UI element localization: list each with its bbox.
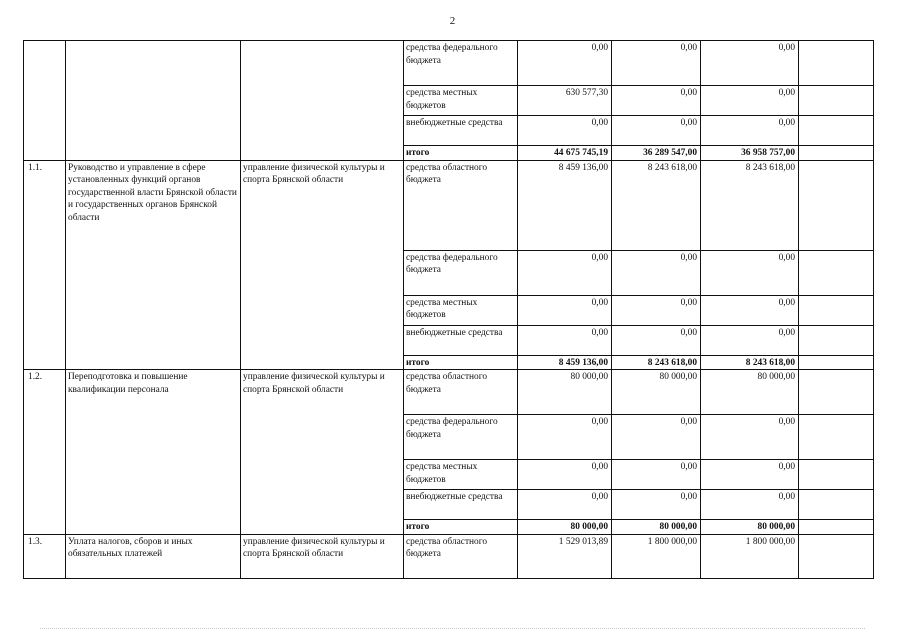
item-executor: управление физической культуры и спорта Брянской области — [241, 160, 404, 370]
amount-year-2: 0,00 — [612, 325, 701, 355]
amount-year-1: 0,00 — [518, 295, 612, 325]
funding-source: средства федерального бюджета — [404, 415, 518, 460]
item-index — [24, 41, 66, 161]
page-number: 2 — [449, 15, 456, 27]
funding-source: средства местных бюджетов — [404, 460, 518, 490]
item-index: 1.2. — [24, 370, 66, 535]
amount-year-2: 80 000,00 — [612, 370, 701, 415]
item-index: 1.3. — [24, 534, 66, 578]
funding-source: средства областного бюджета — [404, 370, 518, 415]
item-executor — [241, 41, 404, 161]
funding-source: средства областного бюджета — [404, 160, 518, 250]
funding-source: средства местных бюджетов — [404, 86, 518, 116]
amount-year-3: 8 243 618,00 — [701, 160, 799, 250]
funding-source: средства федерального бюджета — [404, 41, 518, 86]
total-label: итого — [404, 520, 518, 535]
amount-year-2: 80 000,00 — [612, 520, 701, 535]
table-row — [24, 370, 874, 415]
empty-cell — [799, 160, 874, 250]
empty-cell — [799, 370, 874, 415]
funding-source: средства областного бюджета — [404, 534, 518, 578]
amount-year-2: 8 243 618,00 — [612, 160, 701, 250]
item-index: 1.1. — [24, 160, 66, 370]
item-executor: управление физической культуры и спорта Брянской области — [241, 370, 404, 535]
amount-year-3: 1 800 000,00 — [701, 534, 799, 578]
item-name: Руководство и управление в сфере установленных функций органов государственной власти Брянской области и государственных органов Брянской области — [66, 160, 241, 370]
empty-cell — [799, 490, 874, 520]
amount-year-2: 0,00 — [612, 460, 701, 490]
amount-year-1: 80 000,00 — [518, 520, 612, 535]
empty-cell — [799, 295, 874, 325]
total-label: итого — [404, 355, 518, 370]
table-row — [24, 534, 874, 578]
table-row — [24, 41, 874, 86]
amount-year-1: 44 675 745,19 — [518, 146, 612, 161]
total-label: итого — [404, 146, 518, 161]
amount-year-3: 0,00 — [701, 490, 799, 520]
amount-year-3: 0,00 — [701, 41, 799, 86]
funding-source: средства местных бюджетов — [404, 295, 518, 325]
funding-source: внебюджетные средства — [404, 325, 518, 355]
empty-cell — [799, 355, 874, 370]
amount-year-3: 8 243 618,00 — [701, 355, 799, 370]
empty-cell — [799, 146, 874, 161]
empty-cell — [799, 460, 874, 490]
funding-source: внебюджетные средства — [404, 116, 518, 146]
amount-year-3: 0,00 — [701, 86, 799, 116]
empty-cell — [799, 325, 874, 355]
table-row — [24, 160, 874, 250]
budget-table — [23, 40, 874, 579]
amount-year-2: 0,00 — [612, 41, 701, 86]
amount-year-2: 0,00 — [612, 415, 701, 460]
empty-cell — [799, 41, 874, 86]
amount-year-1: 0,00 — [518, 490, 612, 520]
amount-year-3: 0,00 — [701, 325, 799, 355]
amount-year-3: 80 000,00 — [701, 370, 799, 415]
amount-year-2: 0,00 — [612, 86, 701, 116]
funding-source: внебюджетные средства — [404, 490, 518, 520]
amount-year-3: 36 958 757,00 — [701, 146, 799, 161]
item-executor: управление физической культуры и спорта Брянской области — [241, 534, 404, 578]
amount-year-1: 0,00 — [518, 41, 612, 86]
amount-year-3: 0,00 — [701, 295, 799, 325]
amount-year-2: 0,00 — [612, 116, 701, 146]
amount-year-1: 0,00 — [518, 415, 612, 460]
item-name: Уплата налогов, сборов и иных обязательных платежей — [66, 534, 241, 578]
amount-year-2: 36 289 547,00 — [612, 146, 701, 161]
amount-year-2: 0,00 — [612, 250, 701, 295]
empty-cell — [799, 116, 874, 146]
amount-year-2: 0,00 — [612, 295, 701, 325]
item-name: Переподготовка и повышение квалификации персонала — [66, 370, 241, 535]
amount-year-2: 8 243 618,00 — [612, 355, 701, 370]
amount-year-2: 1 800 000,00 — [612, 534, 701, 578]
amount-year-3: 0,00 — [701, 116, 799, 146]
amount-year-3: 0,00 — [701, 460, 799, 490]
amount-year-3: 0,00 — [701, 250, 799, 295]
scan-noise — [40, 628, 865, 630]
amount-year-1: 0,00 — [518, 116, 612, 146]
amount-year-1: 0,00 — [518, 325, 612, 355]
empty-cell — [799, 250, 874, 295]
item-name — [66, 41, 241, 161]
empty-cell — [799, 415, 874, 460]
amount-year-3: 80 000,00 — [701, 520, 799, 535]
empty-cell — [799, 534, 874, 578]
empty-cell — [799, 86, 874, 116]
amount-year-1: 630 577,30 — [518, 86, 612, 116]
amount-year-1: 80 000,00 — [518, 370, 612, 415]
amount-year-2: 0,00 — [612, 490, 701, 520]
amount-year-1: 1 529 013,89 — [518, 534, 612, 578]
funding-source: средства федерального бюджета — [404, 250, 518, 295]
amount-year-1: 0,00 — [518, 460, 612, 490]
amount-year-1: 8 459 136,00 — [518, 355, 612, 370]
amount-year-1: 0,00 — [518, 250, 612, 295]
empty-cell — [799, 520, 874, 535]
amount-year-1: 8 459 136,00 — [518, 160, 612, 250]
amount-year-3: 0,00 — [701, 415, 799, 460]
